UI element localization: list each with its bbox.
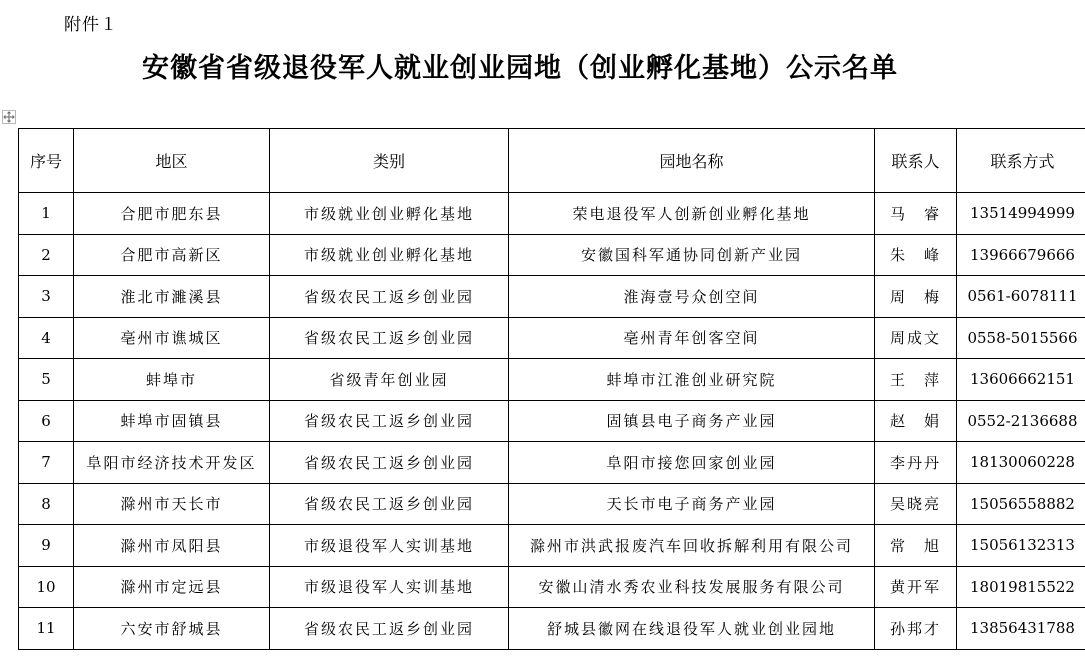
table-row <box>19 317 1085 359</box>
cell-contact: 赵 娟 <box>875 400 957 442</box>
cell-phone: 13606662151 <box>957 359 1085 401</box>
cell-region: 合肥市肥东县 <box>74 193 270 235</box>
cell-contact: 王 萍 <box>875 359 957 401</box>
cell-name: 荣电退役军人创新创业孵化基地 <box>509 193 875 235</box>
cell-phone: 18130060228 <box>957 442 1085 484</box>
cell-phone: 0561-6078111 <box>957 276 1085 318</box>
table-header-row <box>19 129 1085 193</box>
cell-category: 省级农民工返乡创业园 <box>270 276 509 318</box>
cell-name: 滁州市洪武报废汽车回收拆解利用有限公司 <box>509 525 875 567</box>
cell-name: 固镇县电子商务产业园 <box>509 400 875 442</box>
cell-contact: 周 梅 <box>875 276 957 318</box>
cell-no: 1 <box>19 193 74 235</box>
cell-region: 蚌埠市 <box>74 359 270 401</box>
cell-contact: 孙邦才 <box>875 608 957 650</box>
cell-phone: 15056558882 <box>957 483 1085 525</box>
cell-phone: 15056132313 <box>957 525 1085 567</box>
table-row <box>19 193 1085 235</box>
cell-region: 淮北市濉溪县 <box>74 276 270 318</box>
cell-category: 省级农民工返乡创业园 <box>270 400 509 442</box>
cell-phone: 13966679666 <box>957 234 1085 276</box>
cell-region: 合肥市高新区 <box>74 234 270 276</box>
table-row <box>19 359 1085 401</box>
cell-no: 9 <box>19 525 74 567</box>
cell-contact: 黄开军 <box>875 566 957 608</box>
cell-category: 省级农民工返乡创业园 <box>270 317 509 359</box>
cell-region: 滁州市凤阳县 <box>74 525 270 567</box>
table-row <box>19 608 1085 650</box>
table-row <box>19 276 1085 318</box>
page-title: 安徽省省级退役军人就业创业园地（创业孵化基地）公示名单 <box>142 53 898 84</box>
cell-name: 安徽山清水秀农业科技发展服务有限公司 <box>509 566 875 608</box>
roster-table <box>18 128 1085 650</box>
cell-category: 省级青年创业园 <box>270 359 509 401</box>
cell-category: 市级退役军人实训基地 <box>270 525 509 567</box>
cell-phone: 0558-5015566 <box>957 317 1085 359</box>
cell-no: 7 <box>19 442 74 484</box>
cell-contact: 马 睿 <box>875 193 957 235</box>
cell-region: 滁州市天长市 <box>74 483 270 525</box>
header-name: 园地名称 <box>509 129 875 193</box>
cell-phone: 13514994999 <box>957 193 1085 235</box>
cell-phone: 0552-2136688 <box>957 400 1085 442</box>
cell-region: 滁州市定远县 <box>74 566 270 608</box>
cell-name: 天长市电子商务产业园 <box>509 483 875 525</box>
cell-no: 10 <box>19 566 74 608</box>
table-row <box>19 400 1085 442</box>
cell-no: 5 <box>19 359 74 401</box>
table-row <box>19 525 1085 567</box>
header-no: 序号 <box>19 129 74 193</box>
cell-no: 6 <box>19 400 74 442</box>
cell-contact: 吴晓亮 <box>875 483 957 525</box>
cell-category: 市级就业创业孵化基地 <box>270 234 509 276</box>
cell-no: 2 <box>19 234 74 276</box>
table-move-handle-icon[interactable] <box>2 110 16 124</box>
cell-phone: 13856431788 <box>957 608 1085 650</box>
cell-no: 3 <box>19 276 74 318</box>
cell-category: 省级农民工返乡创业园 <box>270 608 509 650</box>
cell-category: 市级就业创业孵化基地 <box>270 193 509 235</box>
cell-region: 亳州市谯城区 <box>74 317 270 359</box>
cell-category: 省级农民工返乡创业园 <box>270 483 509 525</box>
table-row <box>19 442 1085 484</box>
cell-contact: 常 旭 <box>875 525 957 567</box>
header-phone: 联系方式 <box>957 129 1085 193</box>
cell-no: 8 <box>19 483 74 525</box>
cell-name: 安徽国科军通协同创新产业园 <box>509 234 875 276</box>
cell-region: 阜阳市经济技术开发区 <box>74 442 270 484</box>
attachment-label: 附件１ <box>64 15 118 35</box>
cell-name: 亳州青年创客空间 <box>509 317 875 359</box>
cell-name: 蚌埠市江淮创业研究院 <box>509 359 875 401</box>
table-row <box>19 483 1085 525</box>
cell-category: 市级退役军人实训基地 <box>270 566 509 608</box>
cell-region: 蚌埠市固镇县 <box>74 400 270 442</box>
cell-name: 淮海壹号众创空间 <box>509 276 875 318</box>
cell-no: 4 <box>19 317 74 359</box>
cell-name: 舒城县徽网在线退役军人就业创业园地 <box>509 608 875 650</box>
header-contact: 联系人 <box>875 129 957 193</box>
table-row <box>19 566 1085 608</box>
cell-contact: 朱 峰 <box>875 234 957 276</box>
cell-region: 六安市舒城县 <box>74 608 270 650</box>
header-region: 地区 <box>74 129 270 193</box>
cell-contact: 李丹丹 <box>875 442 957 484</box>
cell-contact: 周成文 <box>875 317 957 359</box>
cell-category: 省级农民工返乡创业园 <box>270 442 509 484</box>
cell-name: 阜阳市接您回家创业园 <box>509 442 875 484</box>
header-category: 类别 <box>270 129 509 193</box>
cell-no: 11 <box>19 608 74 650</box>
table-row <box>19 234 1085 276</box>
cell-phone: 18019815522 <box>957 566 1085 608</box>
